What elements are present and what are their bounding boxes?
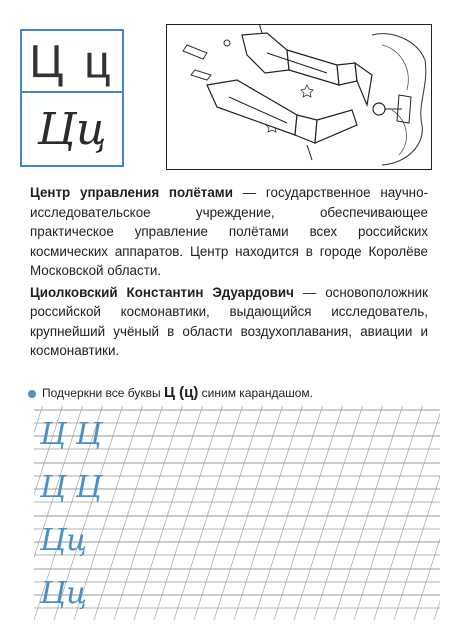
term-mission-control: Центр управления полётами [30,185,233,200]
definition-tsiolkovsky: — основоположник российской космонавтики, выдающийся исследователь, крупнейший учёный в области воздухоплавания, авиации и космонавтики. [30,284,428,358]
slant-guide-line [314,406,382,620]
slant-guide-line [334,406,402,620]
slant-guide-line [374,406,440,620]
print-letters: Ц ц [29,35,115,87]
slant-guide-line [94,406,162,620]
script-letters: Цц [37,104,107,155]
slant-guide-line [214,406,282,620]
card-divider [22,91,122,93]
slant-guide-line [254,406,322,620]
space-station-illustration [166,24,432,170]
slant-guide-line [174,406,242,620]
paragraph-tsiolkovsky [30,283,428,361]
sample-letters: Ц Ц [40,417,102,452]
slant-guide-line [394,406,440,620]
slant-guide-line [234,406,302,620]
sample-letters: Ц Ц [40,470,102,505]
slant-guide-line [134,406,202,620]
task-suffix: синим карандашом. [198,386,314,400]
letter-card [20,29,124,167]
term-tsiolkovsky: Циолковский Константин Эдуардович [30,284,294,300]
copybook-lines[interactable] [34,406,440,620]
sample-letters: Цц [40,523,88,558]
slant-guide-line [354,406,422,620]
slant-guide-line [414,406,440,620]
space-station-drawing [167,25,430,168]
copybook-grid[interactable] [34,406,440,620]
task-prefix: Подчеркни все буквы [42,386,164,400]
bullet-dot-icon [28,390,36,398]
slant-guide-line [274,406,342,620]
slant-guide-line [194,406,262,620]
slant-guide-line [114,406,182,620]
slant-guide-line [154,406,222,620]
slant-guide-line [294,406,362,620]
task-instruction [28,385,428,401]
paragraph-mission-control [30,183,428,281]
task-letters: Ц (ц) [164,384,199,401]
slant-guide-line [434,406,440,620]
sample-letters: Цц [40,576,88,611]
article-text [30,183,428,361]
definition-mission-control: — государственное научно-исследовательское учреждение, обеспечивающее практическое управление полётами всех российских космических аппаратов. Центр находится в городе Королёве Московской области. [30,185,428,278]
